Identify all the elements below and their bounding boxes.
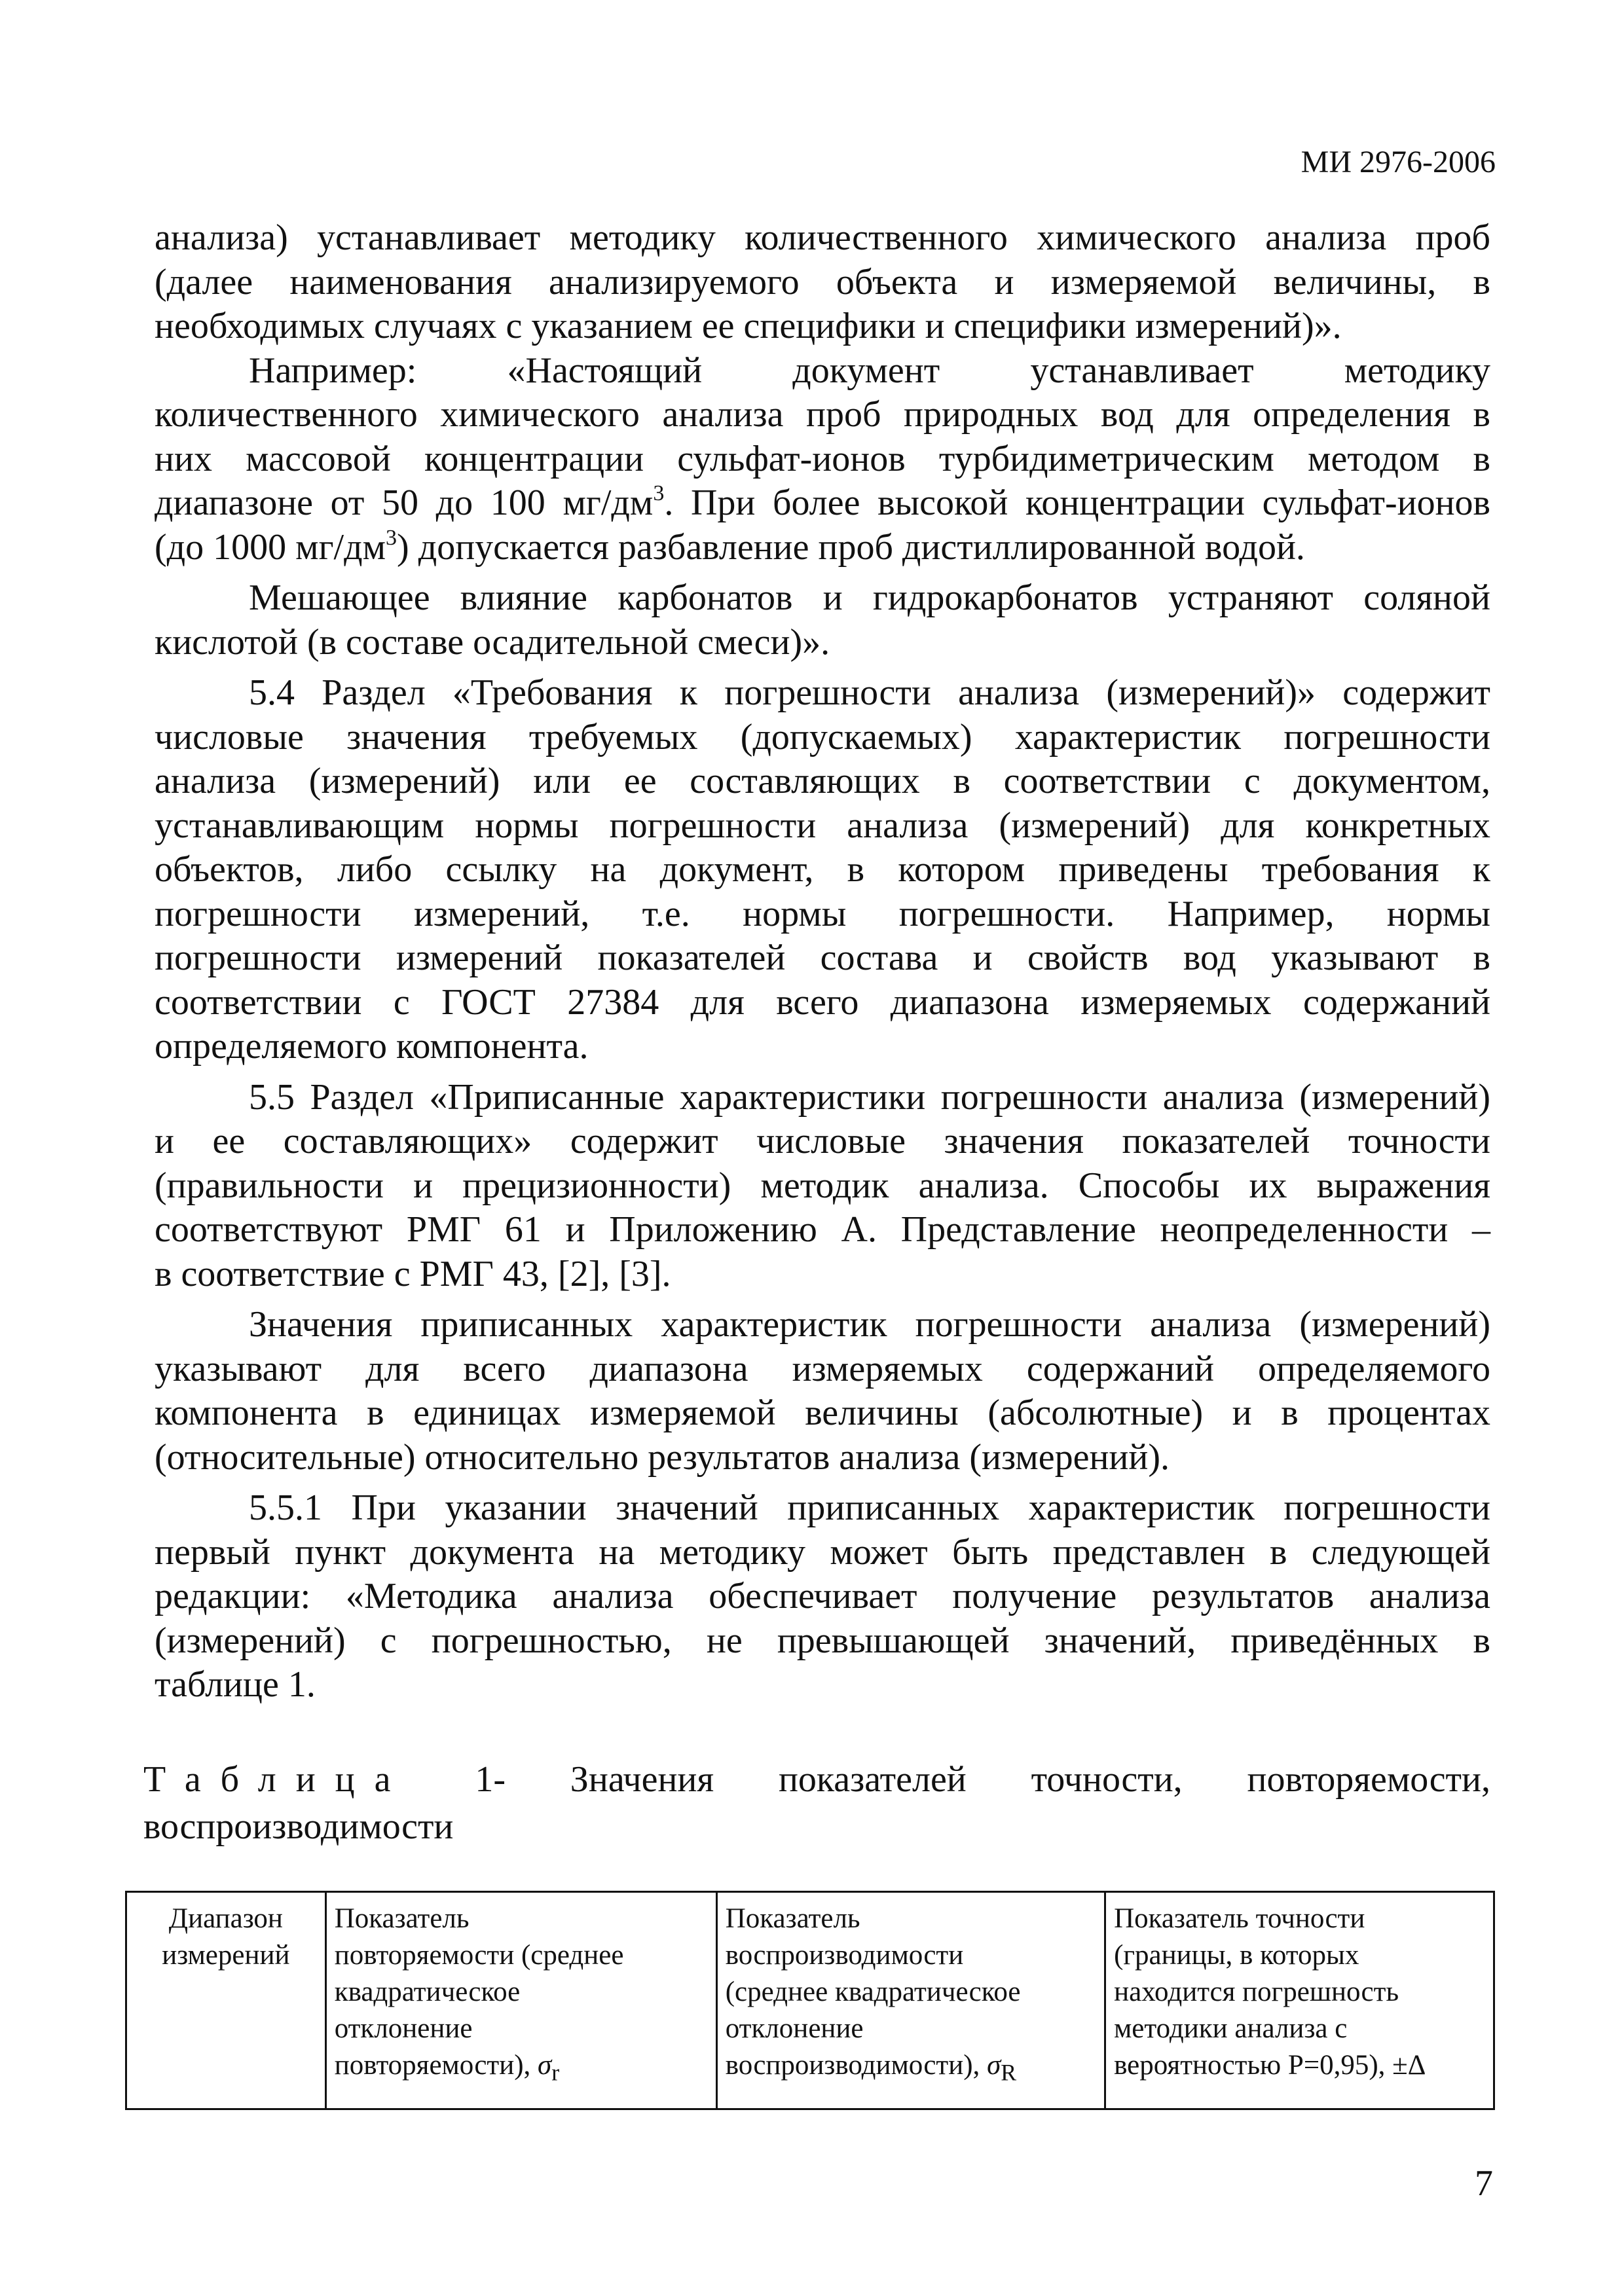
- table-caption-line: воспроизводимости: [143, 1806, 454, 1847]
- text-line: Например: «Настоящий документ устанавливает методику: [249, 350, 1490, 391]
- header-cell-reproducibility: Показатель воспроизводимости (среднее квадратическое отклонение воспроизводимости), $\sigma_R$: [716, 1892, 1105, 2109]
- document-code: МИ 2976-2006: [1301, 145, 1496, 179]
- text-line: соответствуют РМГ 61 и Приложению А. Представление неопределенности –: [155, 1209, 1490, 1250]
- body-text: [155, 216, 1490, 1707]
- text-line: компонента в единицах измеряемой величины (абсолютные) и в процентах: [155, 1393, 1490, 1433]
- text-line: числовые значения требуемых (допускаемых) характеристик погрешности: [155, 716, 1490, 757]
- text-line: анализа (измерений) или ее составляющих в соответствии с документом,: [155, 761, 1490, 801]
- text-line: и ее составляющих» содержит числовые значения показателей точности: [155, 1121, 1490, 1161]
- text-line: (правильности и прецизионности) методик анализа. Способы их выражения: [155, 1165, 1490, 1206]
- header-cell-accuracy: Показатель точности (границы, в которых находится погрешность методики анализа с вероятностью P=0,95), ±Δ: [1105, 1892, 1494, 2109]
- sigma-r-symbol: σ: [538, 2050, 552, 2081]
- text-line: устанавливающим нормы погрешности анализа (измерений) для конкретных: [155, 805, 1490, 846]
- header-cell-range: Диапазон измерений: [126, 1892, 326, 2109]
- text-line: 5.5.1 При указании значений приписанных характеристик погрешности: [249, 1487, 1490, 1528]
- text-line: (до 1000 $мг/дм^3$) допускается разбавление проб дистиллированной водой.: [155, 525, 1305, 568]
- text-line: таблице 1.: [155, 1664, 316, 1705]
- text-line: них массовой концентрации сульфат-ионов турбидиметрическим методом в: [155, 438, 1490, 479]
- text-line: кислотой (в составе осадительной смеси)».: [155, 621, 830, 663]
- text-line: 5.4 Раздел «Требования к погрешности анализа (измерений)» содержит: [249, 672, 1490, 713]
- table-caption-title: 1- Значения показателей точности, повторяемости,: [475, 1759, 1490, 1800]
- text-line: (относительные) относительно результатов анализа (измерений).: [155, 1436, 1170, 1478]
- text-line: (измерений) с погрешностью, не превышающей значений, приведённых в: [155, 1620, 1490, 1661]
- text-line: соответствии с ГОСТ 27384 для всего диапазона измеряемых содержаний: [155, 981, 1490, 1023]
- text-line: первый пункт документа на методику может быть представлен в следующей: [155, 1531, 1490, 1573]
- text-line: (далее наименования анализируемого объекта и измеряемой величины, в: [155, 261, 1490, 302]
- text-line: объектов, либо ссылку на документ, в котором приведены требования к: [155, 849, 1490, 890]
- text-line: необходимых случаях с указанием ее специфики и специфики измерений)».: [155, 306, 1342, 346]
- text-line: определяемого компонента.: [155, 1026, 589, 1066]
- text-line: Значения приписанных характеристик погрешности анализа (измерений): [249, 1304, 1490, 1345]
- text-line: погрешности измерений, т.е. нормы погрешности. Например, нормы: [155, 893, 1490, 934]
- page-number: 7: [1475, 2163, 1493, 2204]
- values-table: [125, 1891, 1495, 2110]
- table-caption-word: Таблица: [143, 1759, 411, 1800]
- text-line: количественного химического анализа проб природных вод для определения в: [155, 394, 1490, 435]
- text-line: диапазоне от 50 до 100 $мг/дм^3$. При более высокой концентрации сульфат-ионов: [155, 481, 1490, 523]
- text-line: Мешающее влияние карбонатов и гидрокарбонатов устраняют соляной: [249, 577, 1490, 618]
- text-line: редакции: «Методика анализа обеспечивает получение результатов анализа: [155, 1576, 1490, 1616]
- table-caption-line: [143, 1756, 1490, 1803]
- header-cell-repeatability: Показатель повторяемости (среднее квадратическое отклонение повторяемости), $\sigma_r$: [325, 1892, 716, 2109]
- text-line: погрешности измерений показателей состава и свойств вод указывают в: [155, 938, 1490, 978]
- sigma-R-symbol: σ: [987, 2050, 1001, 2081]
- text-line: в соответствие с РМГ 43, [2], [3].: [155, 1253, 671, 1294]
- text-line: указывают для всего диапазона измеряемых содержаний определяемого: [155, 1348, 1490, 1389]
- text-line: анализа) устанавливает методику количественного химического анализа проб: [155, 217, 1490, 258]
- text-line: 5.5 Раздел «Приписанные характеристики погрешности анализа (измерений): [249, 1076, 1490, 1118]
- table-caption: [143, 1756, 1490, 1850]
- table-header-row: [126, 1892, 1494, 2109]
